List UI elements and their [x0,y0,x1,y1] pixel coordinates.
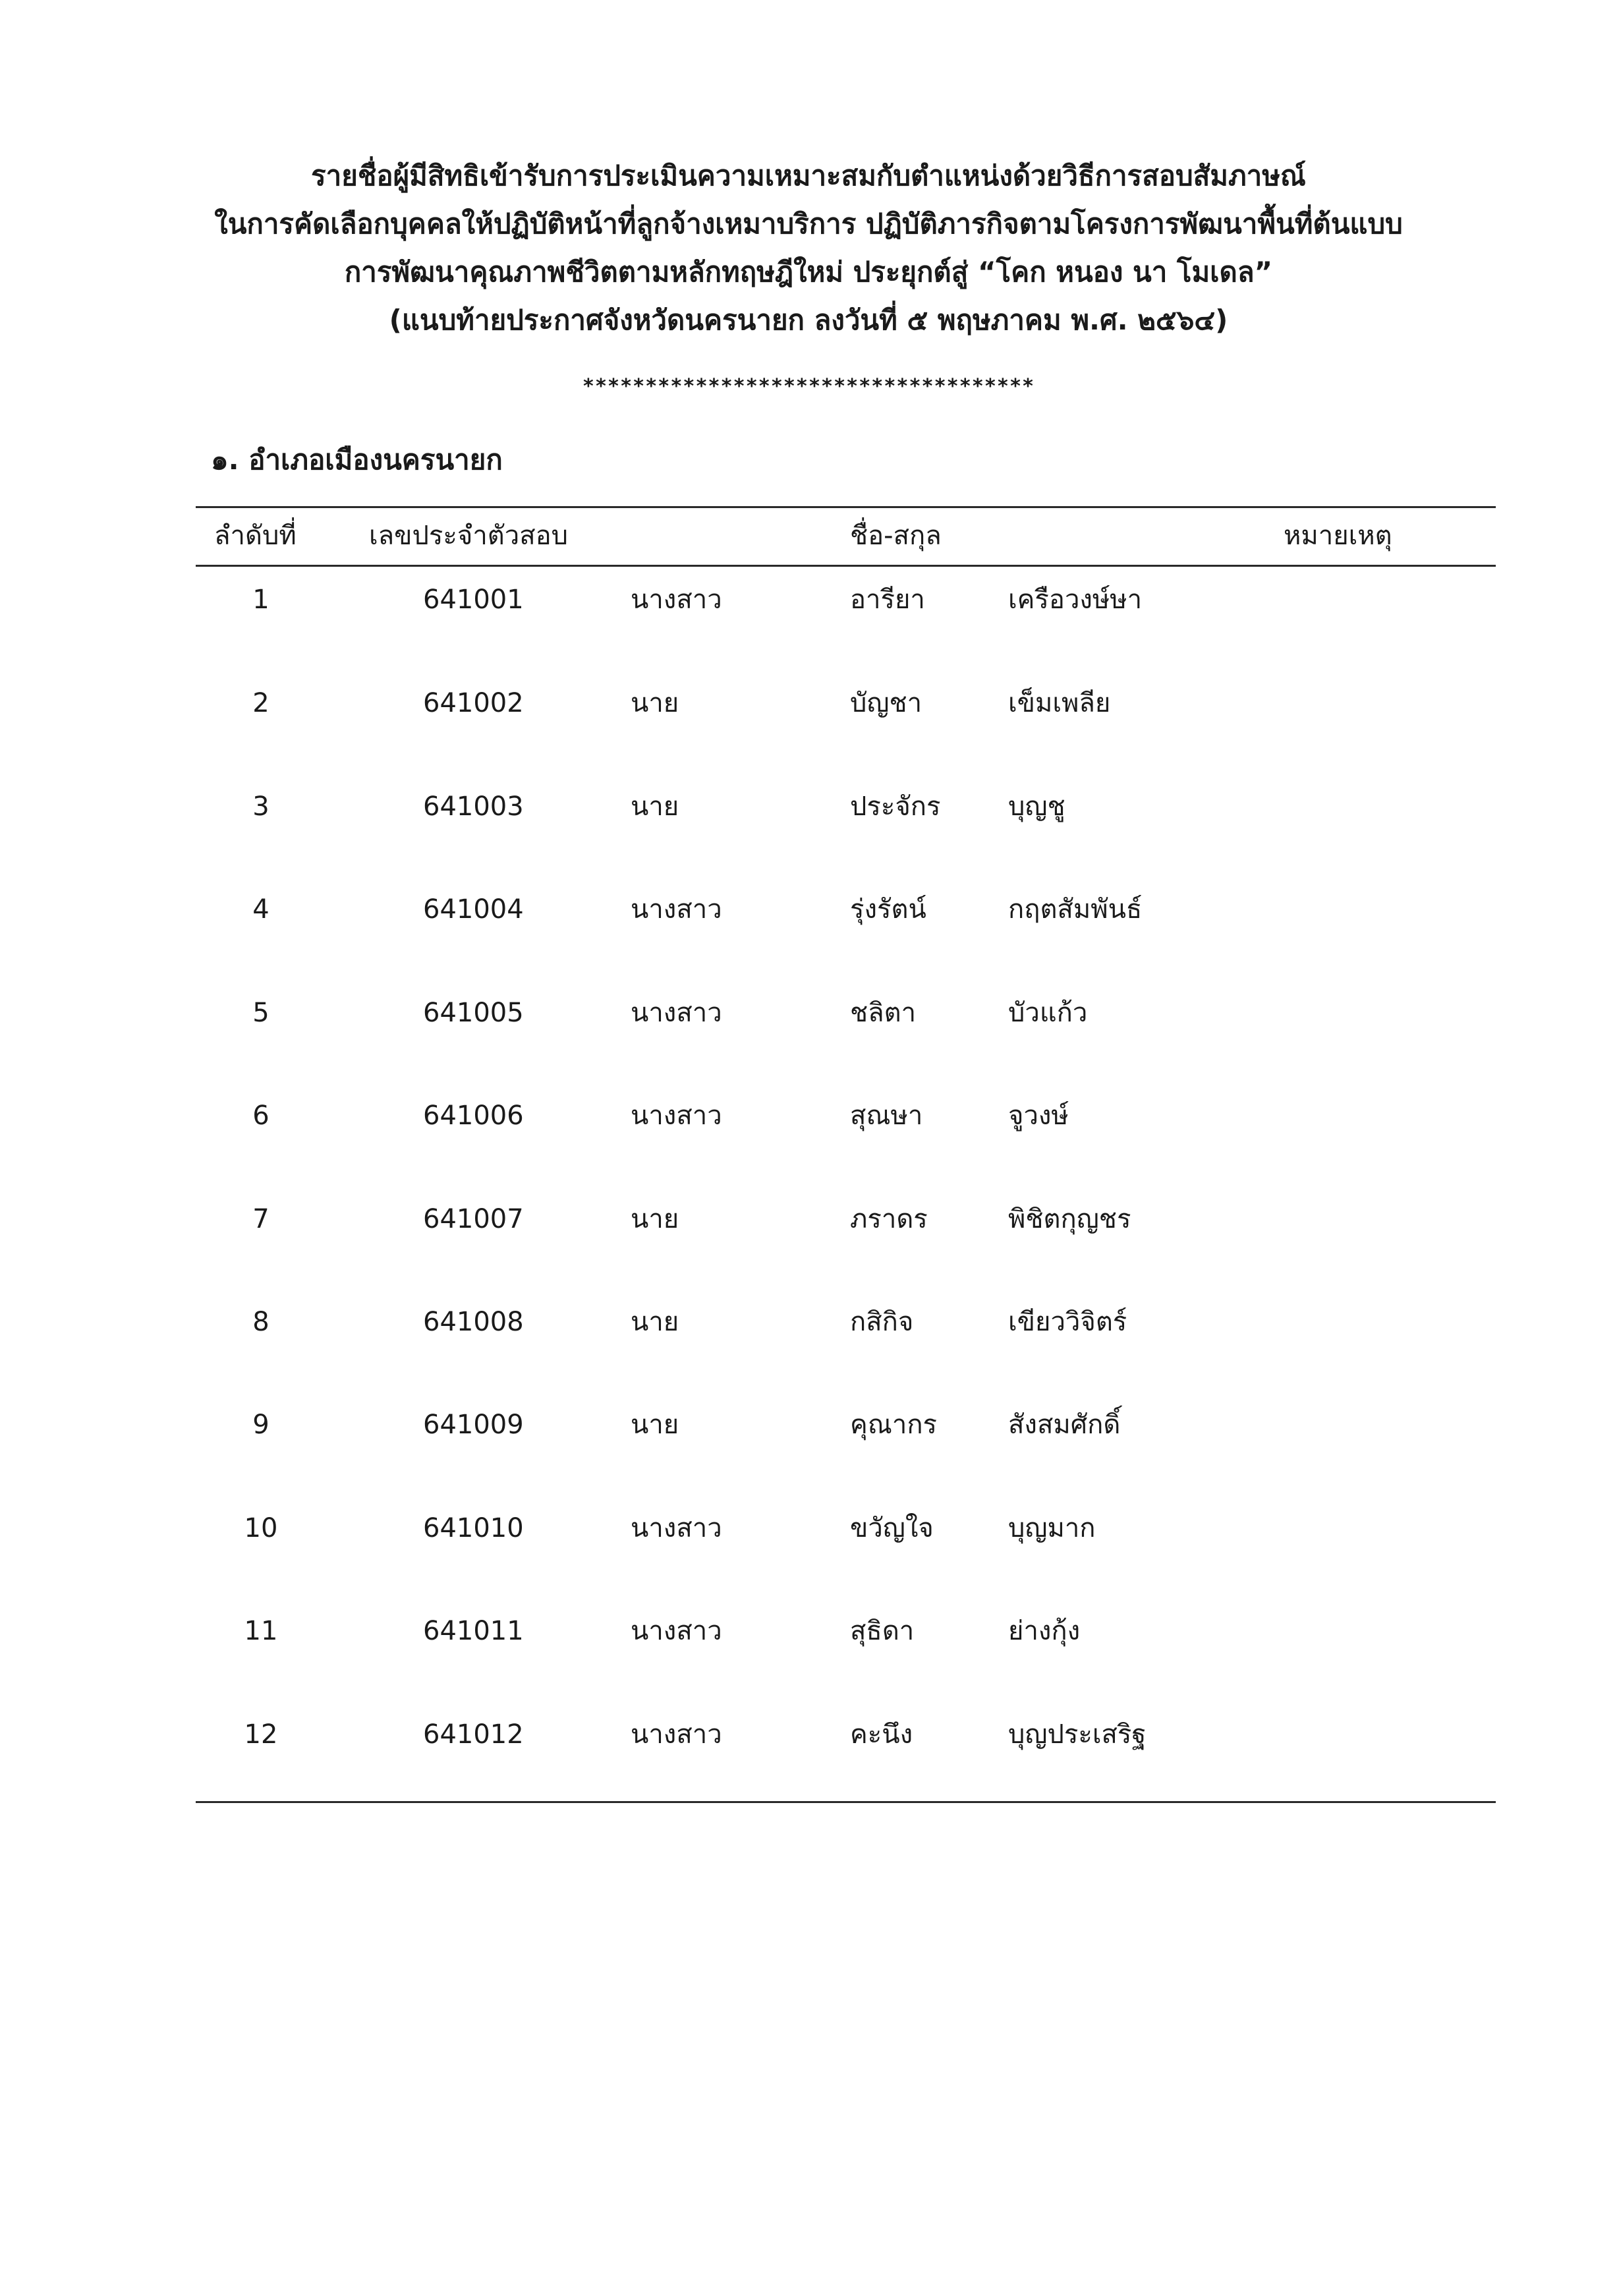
row-number: 11 [244,1616,278,1646]
table-row [0,1196,1617,1242]
row-name-title: นาย [631,688,679,718]
row-number: 9 [252,1410,270,1440]
row-last-name: สังสมศักดิ์ [1008,1410,1121,1440]
title-line-1: รายชื่อผู้มีสิทธิเข้ารับการประเมินความเหมาะสมกับตำแหน่งด้วยวิธีการสอบสัมภาษณ์ [311,159,1306,192]
row-exam-id: 641002 [423,688,524,718]
table-row [0,1505,1617,1551]
row-last-name: บัวแก้ว [1008,998,1088,1028]
row-number: 5 [252,998,270,1028]
row-name-title: นางสาว [631,1616,722,1646]
row-last-name: เขียววิจิตร์ [1008,1307,1127,1337]
row-name-title: นาย [631,1204,679,1234]
row-exam-id: 641011 [423,1616,524,1646]
row-exam-id: 641010 [423,1513,524,1543]
row-last-name: กฤตสัมพันธ์ [1008,894,1143,925]
row-number: 2 [252,688,270,718]
row-first-name: ภราดร [850,1204,928,1234]
row-exam-id: 641009 [423,1410,524,1440]
row-first-name: บัญชา [850,688,922,718]
row-first-name: กสิกิจ [850,1307,914,1337]
column-header-note: หมายเหตุ [1284,521,1392,551]
table-row [0,886,1617,933]
row-name-title: นางสาว [631,1101,722,1131]
row-first-name: ขวัญใจ [850,1513,934,1543]
title-line-3: การพัฒนาคุณภาพชีวิตตามหลักทฤษฎีใหม่ ประยุกต์สู่ “โคก หนอง นา โมเดล” [344,256,1273,288]
row-first-name: ประจักร [850,791,941,822]
table-row [0,680,1617,726]
row-exam-id: 641005 [423,998,524,1028]
row-last-name: เข็มเพลีย [1008,688,1111,718]
row-name-title: นางสาว [631,585,722,615]
row-last-name: บุญชู [1008,791,1065,822]
column-header-exam-id: เลขประจำตัวสอบ [369,521,569,551]
row-name-title: นาย [631,791,679,822]
row-number: 12 [244,1719,278,1750]
row-number: 10 [244,1513,278,1543]
row-last-name: บุญมาก [1008,1513,1096,1543]
column-header-full-name: ชื่อ-สกุล [850,521,942,551]
row-name-title: นางสาว [631,1719,722,1750]
row-number: 6 [252,1101,270,1131]
row-name-title: นาย [631,1307,679,1337]
row-first-name: คุณากร [850,1410,938,1440]
table-row [0,577,1617,623]
asterisk-separator: ************************************ [582,375,1035,398]
document-title [0,152,1617,344]
table-row [0,990,1617,1036]
row-name-title: นางสาว [631,998,722,1028]
row-last-name: จูวงษ์ [1008,1101,1069,1131]
row-first-name: ชลิตา [850,998,917,1028]
row-first-name: รุ่งรัตน์ [850,894,926,925]
table-row [0,1608,1617,1654]
row-name-title: นางสาว [631,1513,722,1543]
row-exam-id: 641008 [423,1307,524,1337]
table-row [0,784,1617,830]
column-header-order: ลำดับที่ [214,521,297,551]
row-number: 1 [252,585,270,615]
row-number: 4 [252,894,270,925]
row-last-name: ย่างกุ้ง [1008,1616,1081,1646]
row-exam-id: 641004 [423,894,524,925]
row-name-title: นาย [631,1410,679,1440]
title-line-2: ในการคัดเลือกบุคคลให้ปฏิบัติหน้าที่ลูกจ้างเหมาบริการ ปฏิบัติภารกิจตามโครงการพัฒนาพื้นที่ต้นแบบ [214,208,1403,240]
row-number: 3 [252,791,270,822]
row-first-name: คะนึง [850,1719,913,1750]
row-last-name: บุญประเสริฐ [1008,1719,1147,1750]
table-top-rule [196,506,1496,508]
row-exam-id: 641006 [423,1101,524,1131]
table-row [0,1093,1617,1139]
row-exam-id: 641003 [423,791,524,822]
row-last-name: เครือวงษ์ษา [1008,585,1143,615]
row-number: 8 [252,1307,270,1337]
row-number: 7 [252,1204,270,1234]
table-row [0,1711,1617,1758]
row-name-title: นางสาว [631,894,722,925]
row-first-name: สุธิดา [850,1616,915,1646]
table-header-row [0,513,1617,559]
section-heading: ๑. อำเภอเมืองนครนายก [211,444,503,476]
table-row [0,1299,1617,1345]
row-first-name: อารียา [850,585,925,615]
table-bottom-rule [196,1801,1496,1803]
title-line-4: (แนบท้ายประกาศจังหวัดนครนายก ลงวันที่ ๕ พฤษภาคม พ.ศ. ๒๕๖๔) [389,304,1228,336]
row-exam-id: 641001 [423,585,524,615]
row-last-name: พิชิตกุญชร [1008,1204,1131,1234]
table-header-rule [196,565,1496,567]
table-row [0,1402,1617,1448]
row-exam-id: 641007 [423,1204,524,1234]
row-first-name: สุณษา [850,1101,923,1131]
row-exam-id: 641012 [423,1719,524,1750]
